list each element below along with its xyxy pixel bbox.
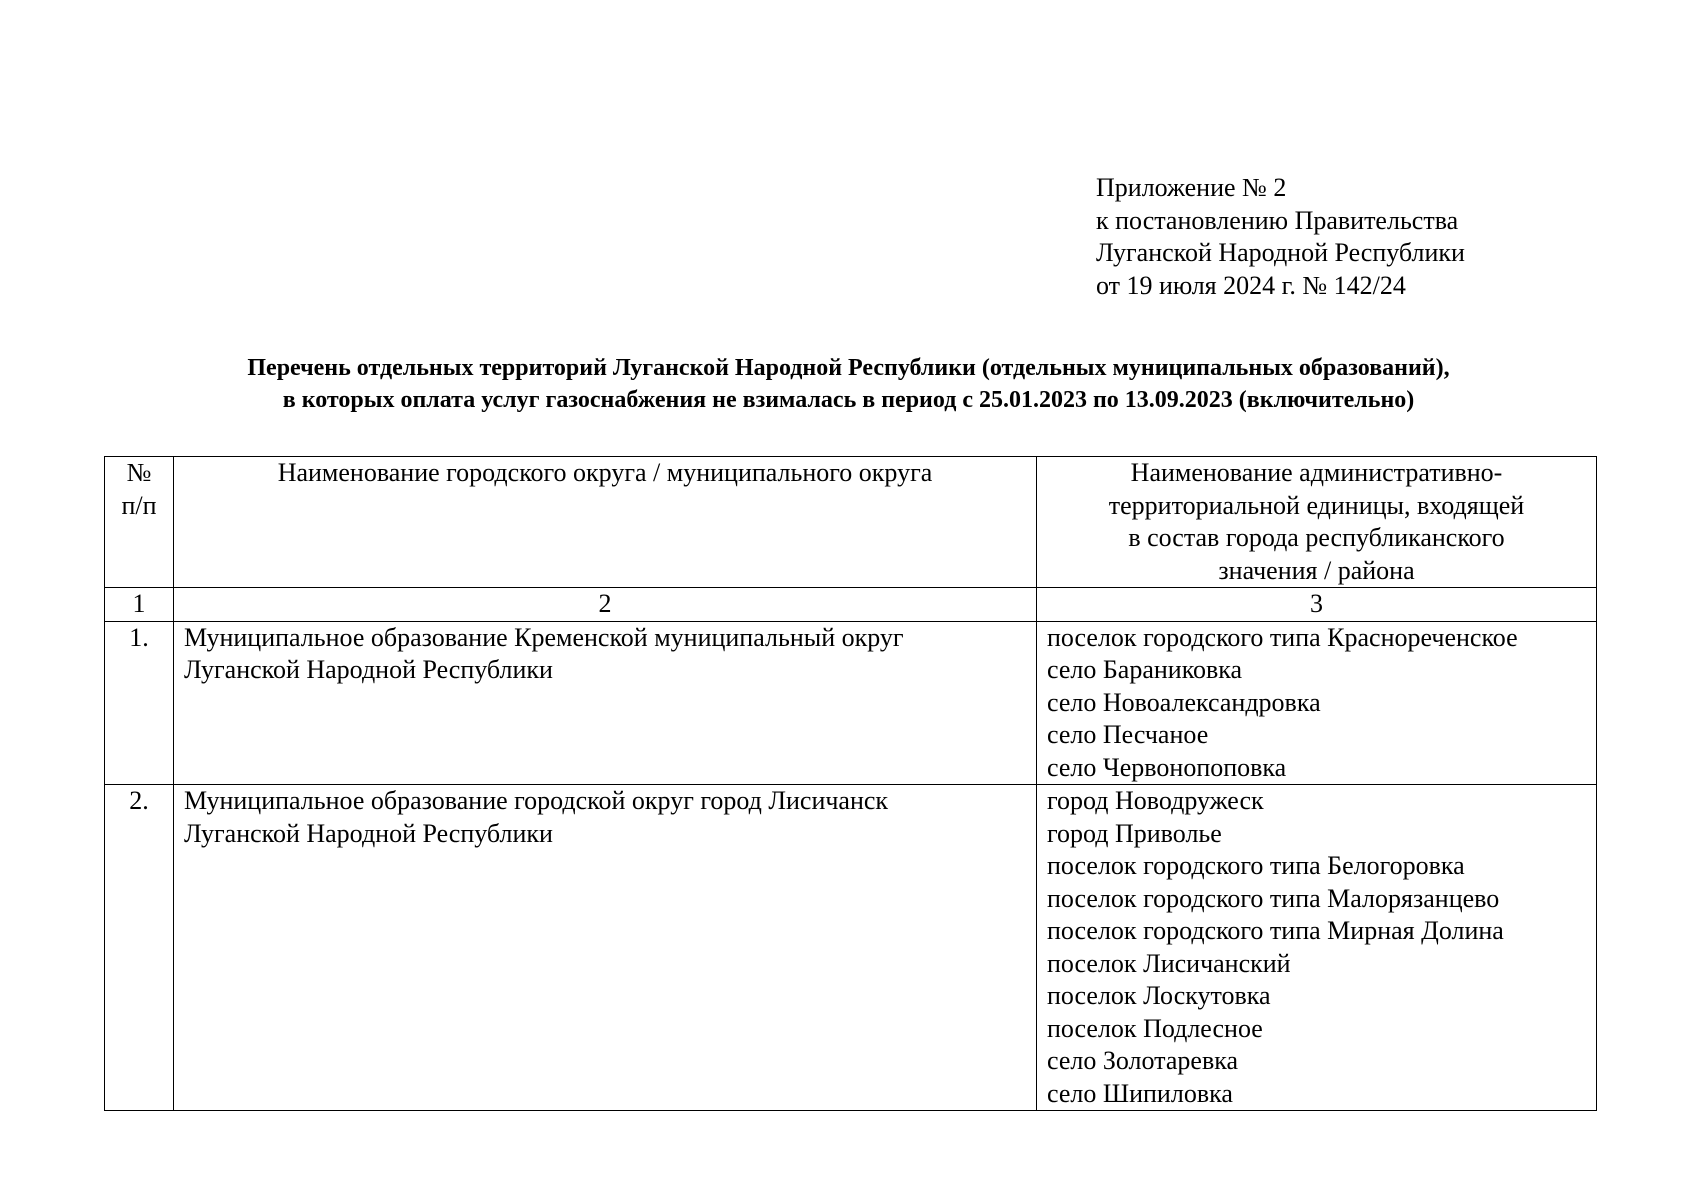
admin-unit: поселок Подлесное [1047, 1013, 1263, 1043]
header-number-symbol: № [126, 458, 152, 487]
admin-unit: село Бараниковка [1047, 655, 1243, 684]
admin-units [1037, 785, 1597, 1111]
column-index: 1 [105, 588, 174, 622]
header-admin-unit [1037, 457, 1597, 588]
district-name-line: Муниципальное образование Кременской муниципальный округ [184, 622, 904, 652]
admin-unit: поселок Лоскутовка [1047, 981, 1271, 1010]
column-index: 2 [174, 588, 1037, 622]
appendix-line: к постановлению Правительства [1096, 205, 1459, 235]
header-unit-line: значения / района [1218, 555, 1415, 585]
district-name [174, 785, 1037, 1111]
row-number: 1. [105, 621, 174, 785]
admin-unit: село Новоалександровка [1047, 687, 1321, 717]
admin-unit: поселок городского типа Малорязанцево [1047, 883, 1500, 913]
title-line-1: Перечень отдельных территорий Луганской Народной Республики (отдельных муниципальных образований), [247, 355, 1450, 381]
admin-unit: село Червонопоповка [1047, 752, 1287, 782]
admin-unit: город Новодружеск [1047, 786, 1264, 815]
title-line-2: в которых оплата услуг газоснабжения не взималась в период с 25.01.2023 по 13.09.2023 (включительно) [282, 387, 1415, 413]
header-unit-line: территориальной единицы, входящей [1108, 490, 1525, 520]
admin-unit: село Золотаревка [1047, 1046, 1239, 1075]
district-name-line: Луганской Народной Республики [184, 818, 553, 848]
district-name-line: Луганской Народной Республики [184, 655, 553, 684]
header-district-name: Наименование городского округа / муниципального округа [174, 457, 1037, 588]
header-unit-line: в состав города республиканского [1128, 523, 1505, 552]
district-name [174, 621, 1037, 785]
column-index: 3 [1037, 588, 1597, 622]
admin-unit: поселок городского типа Белогоровка [1047, 851, 1465, 880]
appendix-line: Луганской Народной Республики [1096, 238, 1465, 267]
district-name-line: Муниципальное образование городской округ город Лисичанск [184, 786, 889, 815]
appendix-block [1096, 172, 1465, 302]
admin-unit: город Приволье [1047, 818, 1222, 848]
document-title [0, 352, 1697, 416]
admin-unit: село Шипиловка [1047, 1078, 1233, 1108]
admin-unit: поселок городского типа Мирная Долина [1047, 916, 1504, 945]
table-row [105, 621, 1597, 785]
column-index-row [105, 588, 1597, 622]
appendix-line: от 19 июля 2024 г. № 142/24 [1096, 270, 1406, 300]
admin-unit: село Песчаное [1047, 720, 1209, 749]
header-number [105, 457, 174, 588]
admin-units [1037, 621, 1597, 785]
header-unit-line: Наименование административно- [1130, 458, 1503, 487]
table-row [105, 785, 1597, 1111]
admin-unit: поселок Лисичанский [1047, 948, 1291, 978]
header-row [105, 457, 1597, 588]
row-number: 2. [105, 785, 174, 1111]
admin-unit: поселок городского типа Краснореченское [1047, 622, 1518, 652]
territories-table [104, 456, 1597, 1111]
header-number-abbrev: п/п [121, 490, 157, 520]
appendix-line: Приложение № 2 [1096, 173, 1287, 202]
